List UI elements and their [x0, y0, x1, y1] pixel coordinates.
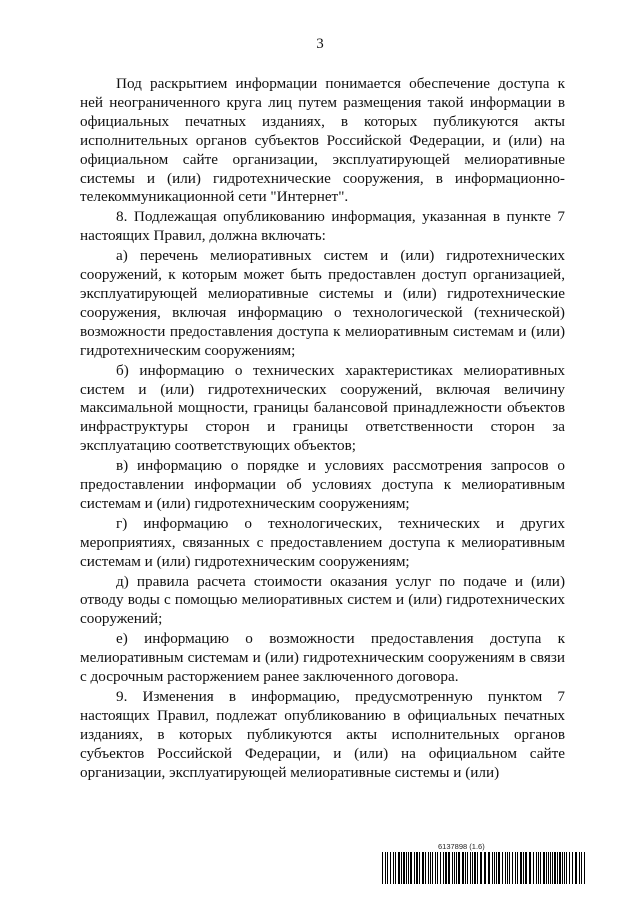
document-body: [80, 75, 565, 784]
paragraph-item-9: 9. Изменения в информацию, предусмотренную пунктом 7 настоящих Правил, подлежат опубликованию в официальных печатных изданиях, в которых публикуются акты исполнительных органов субъектов Российской Федерации, и (или) на официальном сайте организации, эксплуатирующей мелиоративные системы и (или): [80, 688, 565, 781]
paragraph-item-8v: в) информацию о порядке и условиях рассмотрения запросов о предоставлении информации об условиях доступа к мелиоративным системам и (или) гидротехническим сооружениям;: [80, 457, 565, 512]
paragraph-item-8b: б) информацию о технических характеристиках мелиоративных систем и (или) гидротехнических сооружений, включая величину максимальной мощности, границы балансовой принадлежности объектов инфраструктуры сторон и границы ответственности сторон за эксплуатацию соответствующих объектов;: [80, 361, 565, 455]
document-barcode: [382, 842, 586, 886]
paragraph-item-8: 8. Подлежащая опубликованию информация, указанная в пункте 7 настоящих Правил, должна включать:: [80, 208, 565, 245]
page-number: 3: [316, 36, 324, 52]
paragraph-item-8a: а) перечень мелиоративных систем и (или) гидротехнических сооружений, к которым может быть предоставлен доступ организацией, эксплуатирующей мелиоративные системы и (или) гидротехнические сооружения, включая информацию о технологической (технической) возможности предоставления доступа к мелиоративным системам и (или) гидротехническим сооружениям;: [80, 247, 565, 359]
paragraph-item-8e: е) информацию о возможности предоставления доступа к мелиоративным системам и (или) гидротехническим сооружениям в связи с досрочным расторжением ранее заключенного договора.: [80, 630, 565, 686]
paragraph-item-8d: д) правила расчета стоимости оказания услуг по подаче и (или) отводу воды с помощью мелиоративных систем и (или) гидротехнических сооружений;: [80, 572, 565, 628]
barcode-label: 6137898 (1.6): [438, 842, 485, 851]
barcode-icon: [382, 852, 586, 884]
paragraph-item-8g: г) информацию о технологических, технических и других мероприятиях, связанных с предоставлением доступа к мелиоративным системам и (или) гидротехническим сооружениям;: [80, 514, 565, 570]
paragraph-disclosure-definition: Под раскрытием информации понимается обеспечение доступа к ней неограниченного круга лиц путем размещения такой информации в официальных печатных изданиях, в которых публикуются акты исполнительных органов субъектов Российской Федерации, и (или) на официальном сайте организации, эксплуатирующей мелиоративные системы и (или) гидротехнические сооружения, в информационно-телекоммуникационной сети "Интернет".: [80, 75, 565, 206]
